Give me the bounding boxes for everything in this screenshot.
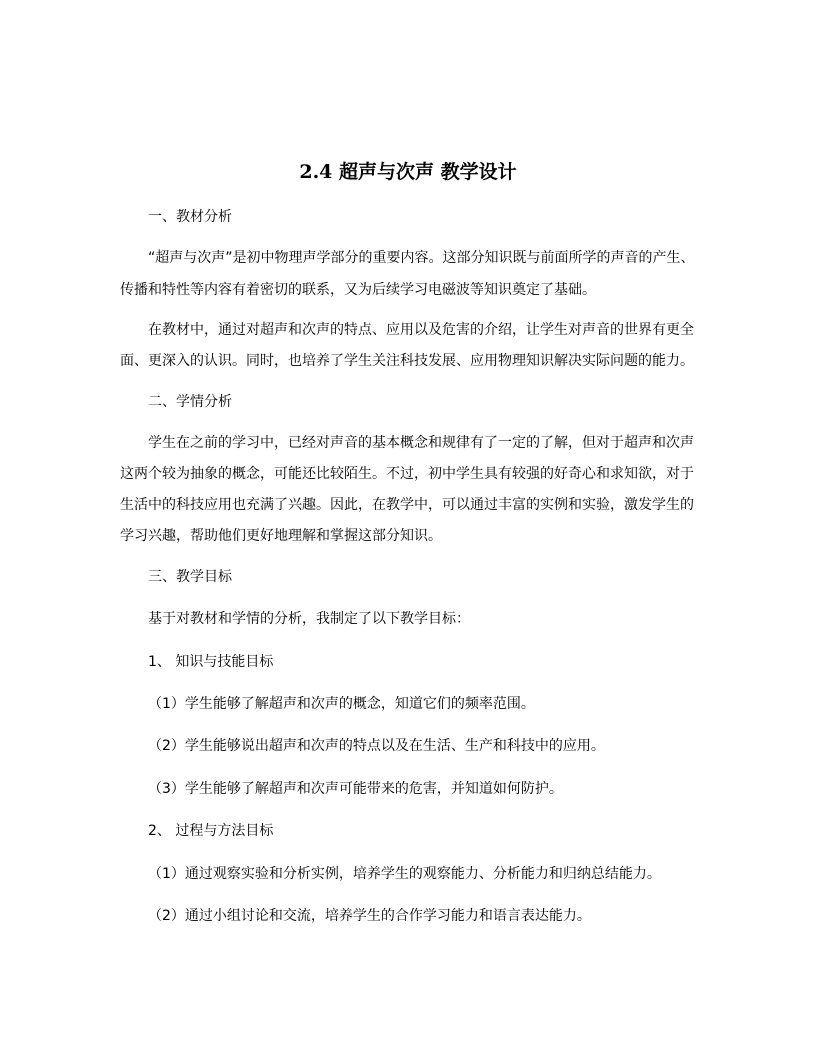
document-title: 2.4 超声与次声 教学设计: [299, 161, 517, 183]
subheading-knowledge-skills: 1、 知识与技能目标: [148, 654, 274, 670]
list-item: （2）通过小组讨论和交流，培养学生的合作学习能力和语言表达能力。: [148, 908, 591, 924]
section-heading-students: 二、学情分析: [148, 394, 232, 410]
section-heading-objectives: 三、教学目标: [148, 569, 232, 585]
paragraph-line: 传播和特性等内容有着密切的联系，又为后续学习电磁波等知识奠定了基础。: [120, 282, 596, 298]
subheading-process-methods: 2、 过程与方法目标: [148, 823, 274, 839]
paragraph-line: 基于对教材和学情的分析，我制定了以下教学目标：: [148, 611, 470, 627]
list-item: （2）学生能够说出超声和次声的特点以及在生活、生产和科技中的应用。: [148, 738, 605, 754]
paragraph-line: 学生在之前的学习中，已经对声音的基本概念和规律有了一定的了解，但对于超声和次声: [148, 435, 694, 451]
list-item: （1）通过观察实验和分析实例，培养学生的观察能力、分析能力和归纳总结能力。: [148, 866, 661, 882]
paragraph-line: 在教材中，通过对超声和次声的特点、应用以及危害的介绍，让学生对声音的世界有更全: [148, 322, 694, 338]
section-heading-materials: 一、教材分析: [148, 209, 232, 225]
paragraph-line: “超声与次声”是初中物理声学部分的重要内容。这部分知识既与前面所学的声音的产生、: [148, 250, 695, 266]
paragraph-line: 面、更深入的认识。同时，也培养了学生关注科技发展、应用物理知识解决实际问题的能力。: [120, 353, 694, 369]
list-item: （1）学生能够了解超声和次声的概念，知道它们的频率范围。: [148, 696, 535, 712]
paragraph-line: 生活中的科技应用也充满了兴趣。因此，在教学中，可以通过丰富的实例和实验，激发学生的: [120, 497, 694, 513]
paragraph-line: 学习兴趣，帮助他们更好地理解和掌握这部分知识。: [120, 528, 442, 544]
list-item: （3）学生能够了解超声和次声可能带来的危害，并知道如何防护。: [148, 781, 563, 797]
paragraph-line: 这两个较为抽象的概念，可能还比较陌生。不过，初中学生具有较强的好奇心和求知欲，对于: [120, 466, 694, 482]
